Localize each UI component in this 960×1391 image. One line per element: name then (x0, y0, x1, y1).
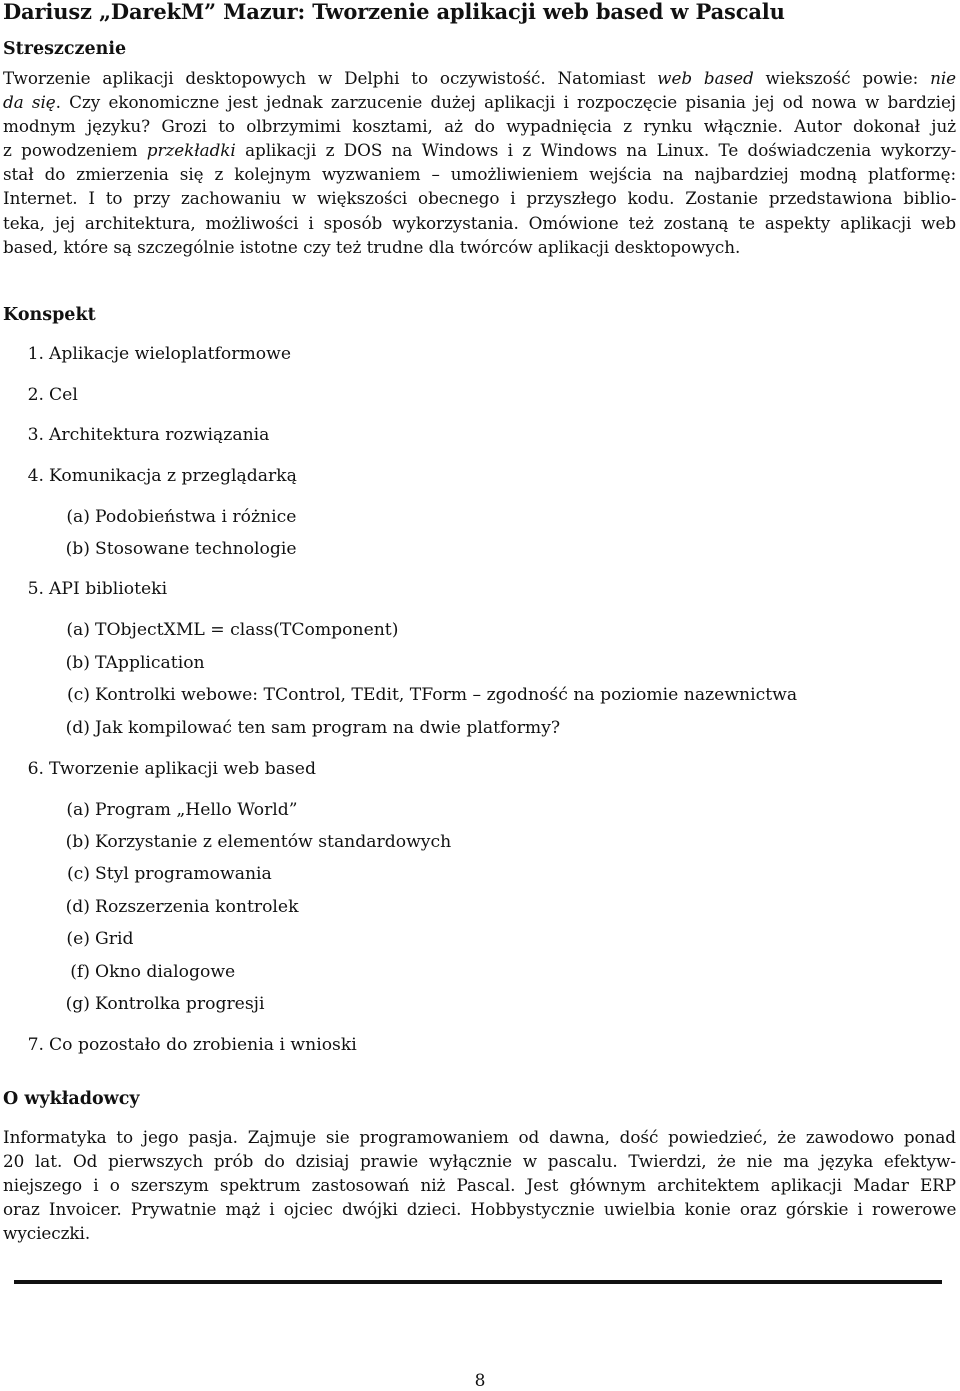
outline-subitem (58, 993, 265, 1015)
outline-subitem-label: (c) (66, 685, 90, 705)
outline-subitem-label: (d) (65, 718, 90, 738)
outline-subitem (58, 799, 298, 821)
abstract-paragraph (3, 66, 956, 259)
outline-subitem-text: Grid (95, 929, 134, 949)
abstract-line: modnym języku? Grozi to olbrzymimi kosztami, aż do wypadnięcia z rynku włącznie. Autor dokonał już (3, 116, 956, 137)
speaker-line: wycieczki. (3, 1223, 91, 1244)
speaker-heading: O wykładowcy (3, 1089, 140, 1109)
outline-subitem (58, 863, 272, 885)
outline-subitem-text: Korzystanie z elementów standardowych (95, 832, 452, 852)
outline-subitem-text: TObjectXML = class(TComponent) (95, 620, 399, 640)
outline-item (17, 578, 167, 600)
outline-item-number: 7. (27, 1035, 44, 1055)
outline-item-number: 1. (27, 344, 44, 364)
speaker-line: Informatyka to jego pasja. Zajmuje sie programowaniem od dawna, dość powiedzieć, że zawodowo ponad (3, 1127, 956, 1147)
outline-item-text: API biblioteki (49, 579, 168, 599)
outline-subitem-text: Program „Hello World” (95, 800, 298, 820)
outline-subitem (58, 538, 297, 560)
outline-subitem-text: Styl programowania (95, 864, 272, 884)
abstract-line: Internet. I to przy zachowaniu w większości obecnego i przyszłego kodu. Zostanie przedstawiona biblio- (3, 188, 957, 209)
outline-subitem (58, 684, 797, 706)
outline-subitem-text: TApplication (95, 653, 205, 673)
outline-subitem-label: (a) (66, 800, 90, 820)
outline-subitem-label: (b) (65, 539, 90, 559)
outline-item-number: 4. (27, 466, 44, 486)
outline-subitem (58, 652, 205, 674)
outline-item-text: Cel (49, 385, 78, 405)
paper-title: Dariusz „DarekM” Mazur: Tworzenie aplikacji web based w Pascalu (3, 0, 785, 24)
outline-subitem-label: (f) (70, 962, 90, 982)
outline-subitem-text: Okno dialogowe (95, 962, 236, 982)
abstract-line: z powodzeniem przekładki aplikacji z DOS na Windows i z Windows na Linux. Te doświadczenia wykorzy- (3, 140, 957, 161)
outline-item (17, 343, 291, 365)
outline-item-text: Architektura rozwiązania (49, 425, 270, 445)
speaker-line: oraz Invoicer. Prywatnie mąż i ojciec dwójki dzieci. Hobbystycznie uwielbia konie oraz górskie i rowerowe (3, 1199, 957, 1220)
outline-item-text: Aplikacje wieloplatformowe (49, 344, 291, 364)
outline-subitem (58, 896, 299, 918)
outline-subitem-label: (a) (66, 507, 90, 527)
outline-subitem (58, 717, 560, 739)
outline-heading: Konspekt (3, 305, 96, 325)
speaker-line: 20 lat. Od pierwszych prób do dzisiaj prawie wyłącznie w pascalu. Twierdzi, że nie ma języka efektyw- (3, 1151, 956, 1172)
abstract-line: based, które są szczególnie istotne czy też trudne dla twórców aplikacji desktopowych. (3, 236, 741, 257)
outline-subitem-text: Stosowane technologie (95, 539, 297, 559)
outline-subitem (58, 961, 235, 983)
outline-item (17, 424, 269, 446)
abstract-heading: Streszczenie (3, 39, 127, 59)
outline-subitem-label: (c) (66, 864, 90, 884)
outline-subitem-text: Rozszerzenia kontrolek (95, 897, 299, 917)
outline-subitem-label: (b) (65, 653, 90, 673)
abstract-line: teka, jej architektura, możliwości i sposób wykorzystania. Omówione też zostaną te aspekty aplikacji web (3, 212, 957, 233)
outline-item-number: 5. (27, 579, 44, 599)
abstract-line: stał do zmierzenia się z kolejnym wyzwaniem – umożliwieniem wejścia na najbardziej modną platformę: (3, 164, 957, 185)
outline-subitem-label: (b) (65, 832, 90, 852)
outline-item-text: Tworzenie aplikacji web based (49, 759, 316, 779)
outline-item-number: 3. (27, 425, 44, 445)
outline-subitem-label: (d) (65, 897, 90, 917)
outline-item-text: Komunikacja z przeglądarką (49, 466, 297, 486)
outline-item-number: 2. (27, 385, 44, 405)
outline-subitem-label: (e) (66, 929, 90, 949)
outline-item (17, 465, 297, 487)
abstract-line: Tworzenie aplikacji desktopowych w Delphi to oczywistość. Natomiast web based wiekszość powie: nie (3, 68, 957, 88)
outline-item-number: 6. (27, 759, 44, 779)
outline-subitem-label: (g) (65, 994, 90, 1014)
outline-item (17, 1034, 357, 1056)
outline-subitem-label: (a) (66, 620, 90, 640)
outline-subitem (58, 619, 398, 641)
speaker-line: niejszego i o szerszym spektrum zastosowań niż Pascal. Jest głównym architektem aplikacji Madar ERP (3, 1175, 956, 1196)
page-number: 8 (474, 1371, 486, 1391)
outline-subitem-text: Podobieństwa i różnice (95, 507, 297, 527)
outline-item (17, 384, 78, 406)
outline-subitem-text: Kontrolka progresji (95, 994, 265, 1014)
footnote-rule (14, 1280, 942, 1284)
outline-subitem-text: Kontrolki webowe: TControl, TEdit, TForm – zgodność na poziomie nazewnictwa (95, 685, 798, 705)
outline-item (17, 758, 316, 780)
outline-subitem (58, 506, 296, 528)
outline-item-text: Co pozostało do zrobienia i wnioski (49, 1035, 357, 1055)
outline-subitem-text: Jak kompilować ten sam program na dwie platformy? (95, 718, 561, 738)
outline-subitem (58, 831, 451, 853)
speaker-paragraph (3, 1125, 956, 1245)
abstract-line: da się. Czy ekonomiczne jest jednak zarzucenie dużej aplikacji i rozpoczęcie pisania jej od nowa w bardziej (3, 92, 956, 113)
outline-subitem (58, 928, 133, 950)
